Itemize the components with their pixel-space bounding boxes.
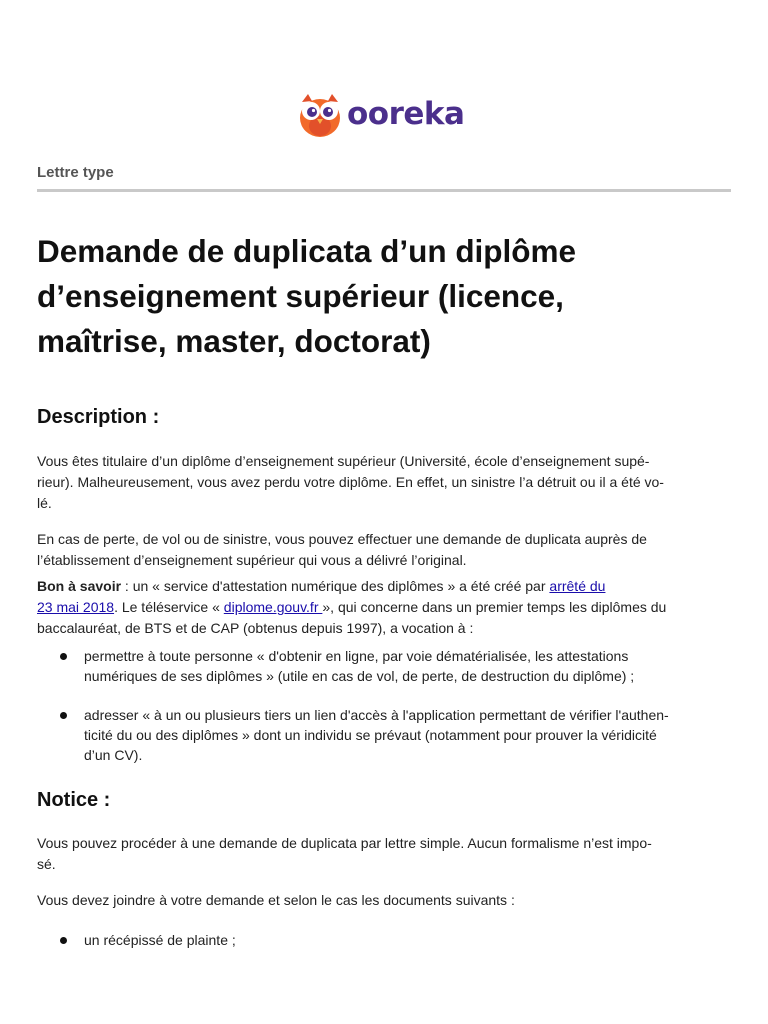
list-item: permettre à toute personne « d'obtenir en ligne, par voie dématérialisée, les attestations numériques de ses diplômes » (utile en cas de vol, de perte, de destruction du diplôme) ; [84, 648, 635, 684]
bullet-dot [60, 653, 67, 660]
diplome-gouv-link[interactable]: diplome.gouv.fr [223, 599, 323, 615]
list-item: adresser « à un ou plusieurs tiers un lien d'accès à l'application permettant de vérifier l'authen- ticité du ou des diplômes » dont un individu se prévaut (notamment pour prouver la véridicité d’un CV). [84, 707, 669, 763]
title-line: maîtrise, master, doctorat) [37, 323, 431, 359]
bullet-dot [60, 937, 67, 944]
description-heading: Description : [37, 406, 160, 428]
logo-wordmark: ooreka [347, 96, 465, 132]
header-divider [37, 189, 731, 192]
notice-heading: Notice : [37, 789, 111, 811]
owl-icon [298, 92, 342, 138]
notice-paragraph-1: Vous pouvez procéder à une demande de duplicata par lettre simple. Aucun formalisme n’est impo- sé. [37, 835, 652, 872]
ooreka-logo[interactable] [298, 90, 464, 140]
title-line: d’enseignement supérieur (licence, [37, 278, 564, 314]
title-line: Demande de duplicata d’un diplôme [37, 233, 577, 269]
page-title [37, 229, 737, 364]
bon-a-savoir-paragraph: Bon à savoir : un « service d'attestation numérique des diplômes » a été créé par arrêté du 23 mai 2018. Le téléservice « diplome.gouv.fr », qui concerne dans un premier temps les diplômes du baccalauréat, de BTS et de CAP (obtenus depuis 1997), a vocation à : [37, 578, 667, 636]
document-type-label: Lettre type [37, 164, 114, 181]
description-paragraph-1: Vous êtes titulaire d’un diplôme d’enseignement supérieur (Université, école d’enseignement supé- rieur). Malheureusement, vous avez perdu votre diplôme. En effet, un sinistre l’a détruit ou il a été vo- lé. [37, 453, 664, 511]
list-item: un récépissé de plainte ; [84, 932, 236, 948]
bon-a-savoir-label: Bon à savoir [37, 578, 122, 594]
bullet-dot [60, 712, 67, 719]
arrete-link[interactable]: arrêté du 23 mai 2018 [37, 578, 606, 615]
description-paragraph-2: En cas de perte, de vol ou de sinistre, vous pouvez effectuer une demande de duplicata auprès de l’établissement d’enseignement supérieur qui vous a délivré l’original. [37, 531, 647, 568]
notice-paragraph-2: Vous devez joindre à votre demande et selon le cas les documents suivants : [37, 892, 515, 908]
